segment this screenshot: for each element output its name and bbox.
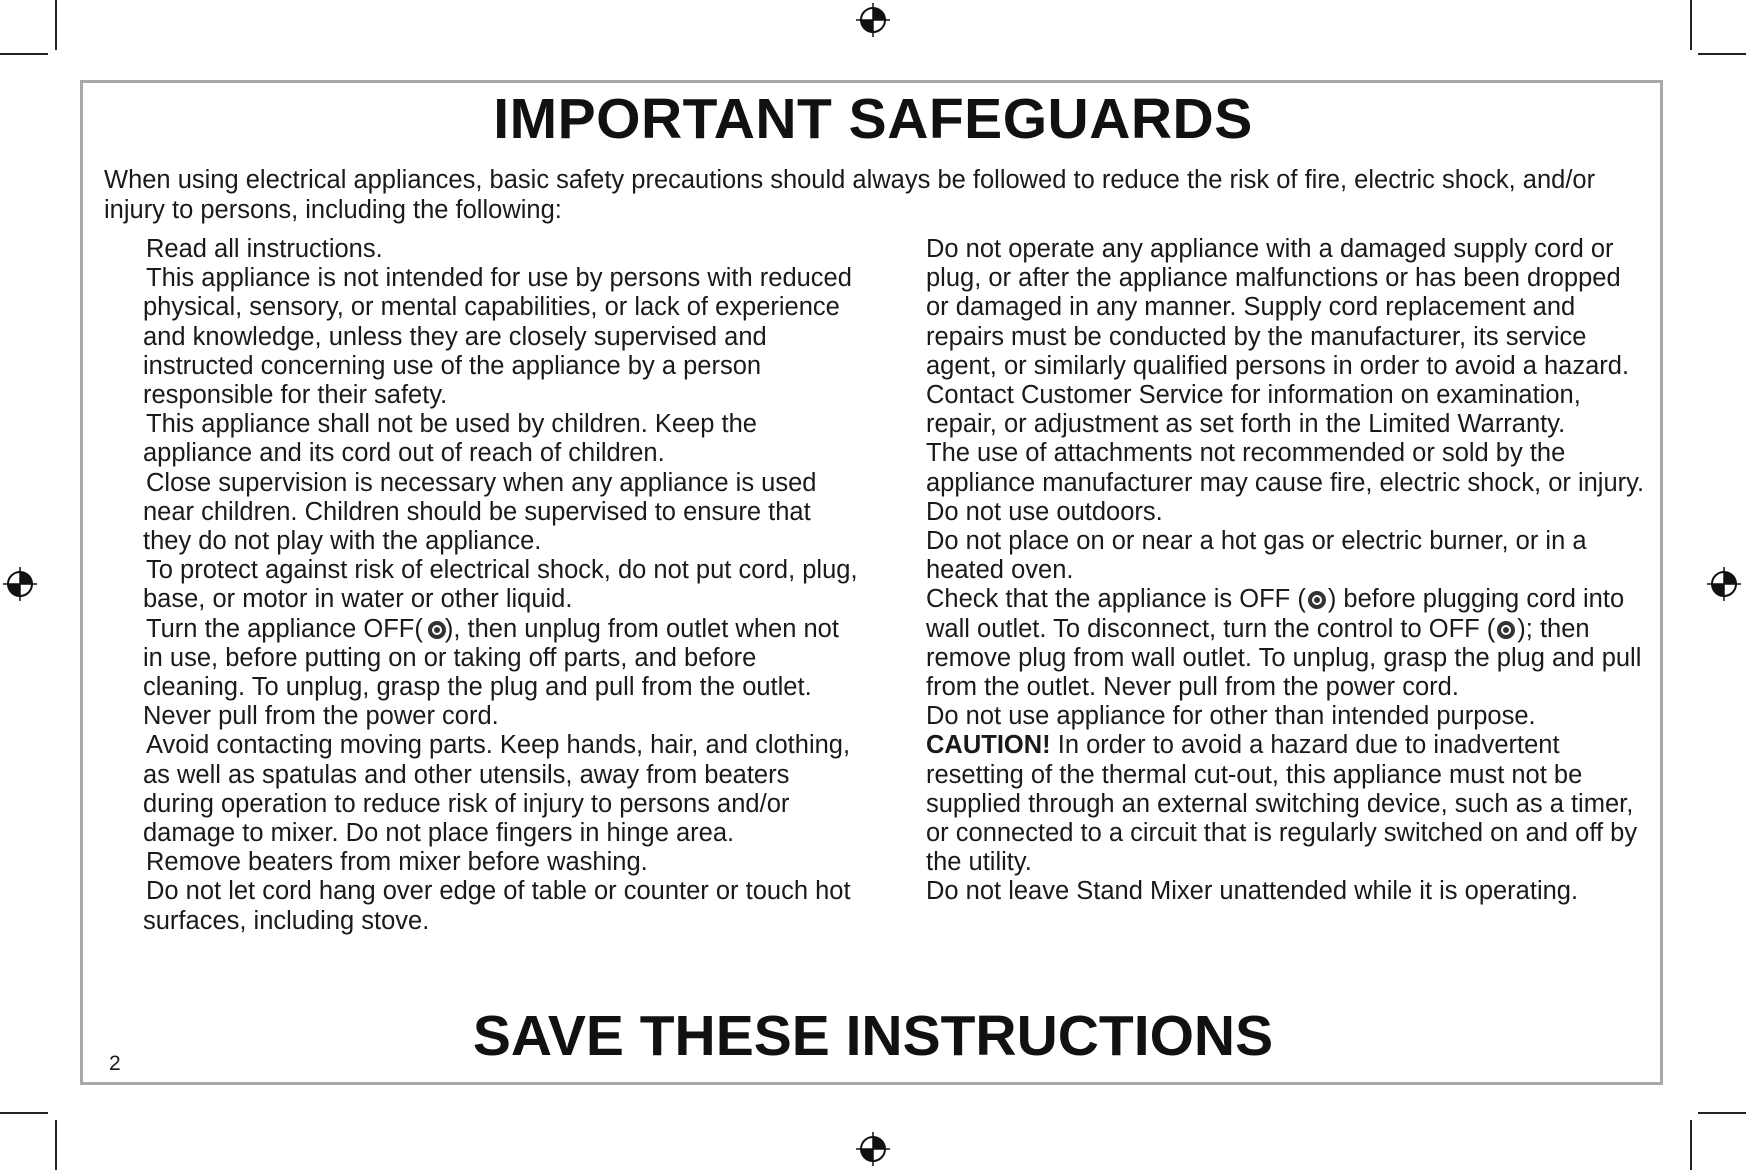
registration-mark-icon (2, 566, 38, 602)
safeguard-item: Do not use outdoors. (926, 497, 1163, 526)
item-text: ) before plugging cord into wall outlet. To disconnect, turn the control to OFF ( (926, 585, 1625, 643)
page-number: 2 (109, 1052, 121, 1075)
safeguard-item: Do not use appliance for other than intended purpose. (926, 702, 1536, 731)
item-text: Check that the appliance is OFF ( (926, 585, 1306, 614)
safeguard-item: This appliance is not intended for use by persons with reduced physical, sensory, or mental capabilities, or lack of experience and knowledge, unless they are closely supervised and instructed concerning use of the appliance by a person responsible for their safety. (143, 264, 852, 410)
crop-mark (55, 0, 57, 50)
registration-mark-icon (855, 2, 891, 38)
off-dial-icon (1307, 588, 1327, 608)
crop-mark (1698, 53, 1746, 55)
page-title: IMPORTANT SAFEGUARDS (493, 87, 1253, 151)
safeguard-item: Do not let cord hang over edge of table or counter or touch hot surfaces, including stove. (143, 877, 851, 935)
right-column (926, 235, 1646, 907)
crop-mark (0, 53, 48, 55)
crop-mark (0, 1112, 48, 1114)
safeguard-item: This appliance shall not be used by children. Keep the appliance and its cord out of reach of children. (143, 410, 757, 468)
off-dial-icon (424, 618, 444, 638)
registration-mark-icon (1706, 566, 1742, 602)
caution-label: CAUTION! (926, 731, 1051, 760)
crop-mark (1690, 0, 1692, 50)
safeguard-item: The use of attachments not recommended or sold by the appliance manufacturer may cause fire, electric shock, or injury. (926, 439, 1645, 497)
crop-mark (55, 1120, 57, 1170)
safeguard-item: Do not place on or near a hot gas or electric burner, or in a heated oven. (926, 527, 1587, 585)
item-text: ); then remove plug from wall outlet. To unplug, grasp the plug and pull from the outlet. Never pull from the power cord. (926, 614, 1642, 702)
registration-mark-icon (855, 1131, 891, 1167)
safeguard-item: Read all instructions. (146, 235, 383, 263)
safeguard-item-check-off (926, 585, 1646, 702)
off-dial-icon (1496, 618, 1516, 638)
safeguard-item: To protect against risk of electrical shock, do not put cord, plug, base, or motor in water or other liquid. (143, 556, 858, 614)
caution-item (926, 731, 1646, 877)
save-instructions-heading: SAVE THESE INSTRUCTIONS (472, 1004, 1274, 1068)
left-column (143, 235, 863, 936)
crop-mark (1690, 1120, 1692, 1170)
safeguard-item: Avoid contacting moving parts. Keep hands, hair, and clothing, as well as spatulas and other utensils, away from beaters during operation to reduce risk of injury to persons and/or damage to mixer. Do not place fingers in hinge area. (143, 731, 851, 848)
intro-paragraph: When using electrical appliances, basic safety precautions should always be followed to reduce the risk of fire, electric shock, and/or injury to persons, including the following: (104, 166, 1596, 224)
safeguard-item: Do not leave Stand Mixer unattended while it is operating. (926, 877, 1579, 906)
safeguard-item: Remove beaters from mixer before washing. (146, 848, 648, 877)
item-text: ), then unplug from outlet when not in use, before putting on or taking off parts, and before cleaning. To unplug, grasp the plug and pull from the outlet. Never pull from the power cord. (143, 614, 839, 731)
safeguard-item: Close supervision is necessary when any appliance is used near children. Children should be supervised to ensure that they do not play with the appliance. (143, 468, 817, 556)
item-text: Turn the appliance OFF( (146, 614, 423, 643)
caution-text: In order to avoid a hazard due to inadvertent resetting of the thermal cut-out, this appliance must not be supplied through an external switching device, such as a timer, or connected to a circuit that is regularly switched on and off by the utility. (926, 731, 1638, 877)
safeguard-item: Do not operate any appliance with a damaged supply cord or plug, or after the appliance malfunctions or has been dropped or damaged in any manner. Supply cord replacement and repairs must be conducted by the manufacturer, its service agent, or similarly qualified persons in order to avoid a hazard. Contact Customer Service for information on examination, repair, or adjustment as set forth in the Limited Warranty. (926, 235, 1630, 439)
safeguard-item-turn-off (143, 615, 863, 732)
crop-mark (1698, 1112, 1746, 1114)
